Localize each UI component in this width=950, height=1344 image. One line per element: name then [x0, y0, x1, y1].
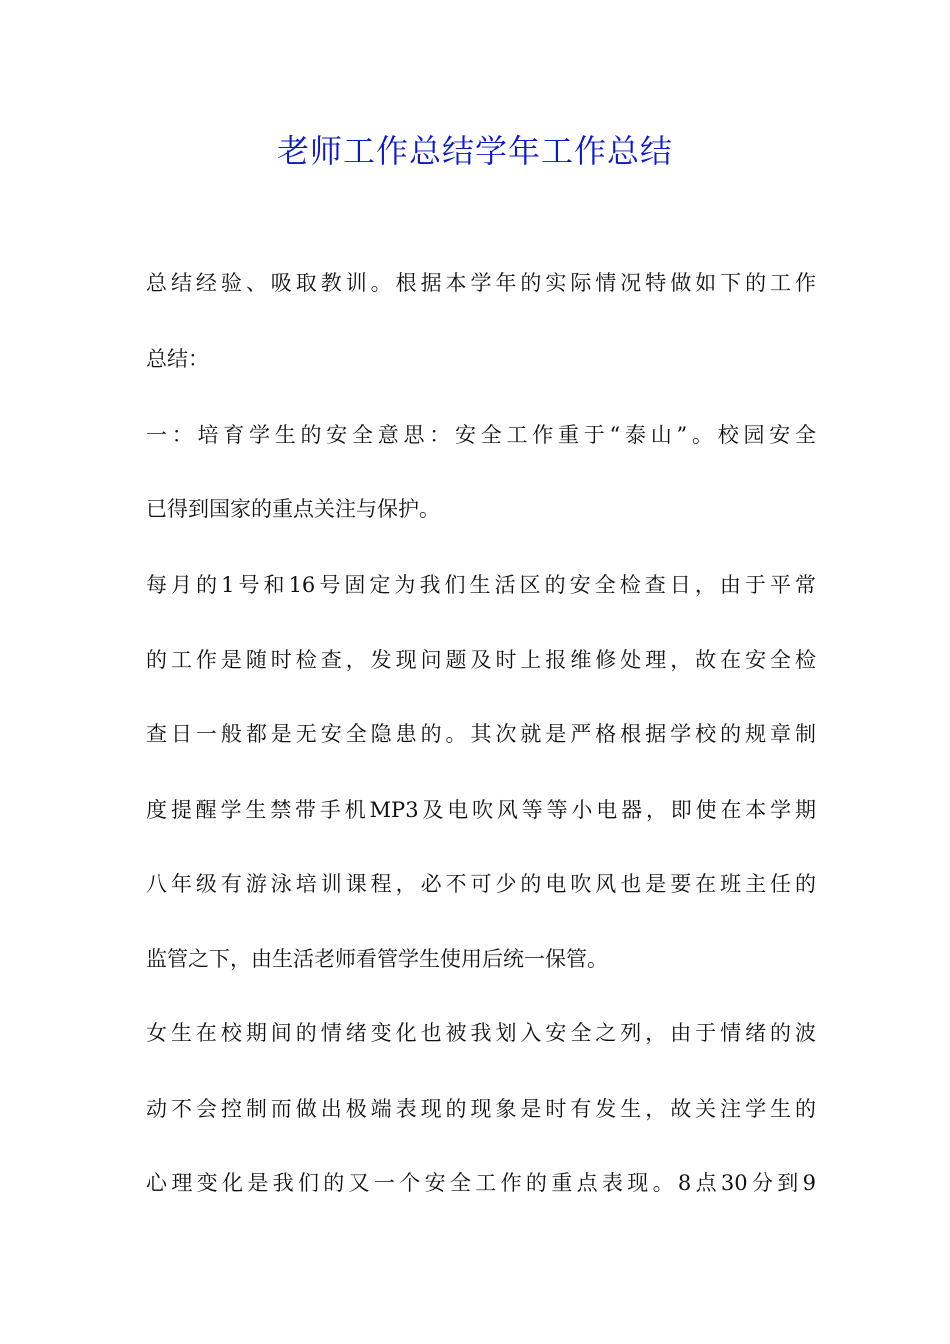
paragraph-line: 一：培育学生的安全意思：安全工作重于“泰山”。校园安全 [146, 423, 816, 447]
paragraph-line: 总结： [146, 347, 209, 371]
paragraph-line: 女生在校期间的情绪变化也被我划入安全之列，由于情绪的波 [146, 1021, 816, 1045]
paragraph-line: 监管之下，由生活老师看管学生使用后统一保管。 [146, 947, 608, 971]
paragraph-line: 查日一般都是无安全隐患的。其次就是严格根据学校的规章制 [146, 722, 816, 746]
paragraph-line: 动不会控制而做出极端表现的现象是时有发生，故关注学生的 [146, 1097, 816, 1121]
paragraph-line: 已得到国家的重点关注与保护。 [146, 497, 440, 521]
paragraph-line: 八年级有游泳培训课程，必不可少的电吹风也是要在班主任的 [146, 872, 816, 896]
paragraph-line: 总结经验、吸取教训。根据本学年的实际情况特做如下的工作 [146, 271, 816, 295]
paragraph-line: 度提醒学生禁带手机MP3及电吹风等等小电器，即使在本学期 [146, 798, 816, 822]
paragraph-line: 心理变化是我们的又一个安全工作的重点表现。8点30分到9 [146, 1171, 816, 1195]
paragraph-line: 每月的1号和16号固定为我们生活区的安全检查日，由于平常 [146, 573, 816, 597]
document-title: 老师工作总结学年工作总结 [276, 132, 673, 170]
paragraph-line: 的工作是随时检查，发现问题及时上报维修处理，故在安全检 [146, 648, 816, 672]
